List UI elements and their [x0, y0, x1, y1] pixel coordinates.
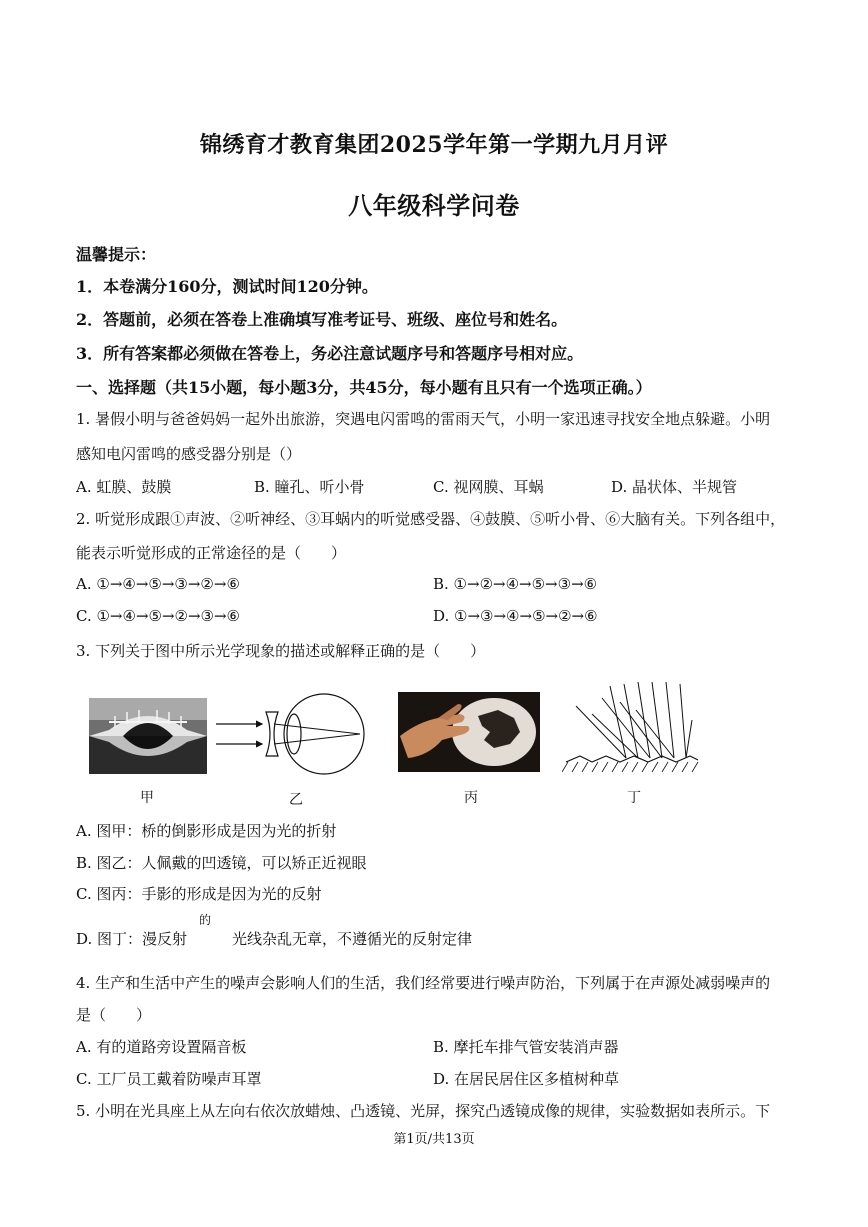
- q4-option-c: C. 工厂员工戴着防噪声耳罩: [76, 1070, 262, 1088]
- q1-option-d: D. 晶状体、半规管: [611, 478, 738, 496]
- q3-option-b: B. 图乙：人佩戴的凹透镜，可以矫正近视眼: [76, 854, 367, 872]
- stray-character: 的: [199, 913, 212, 927]
- q2-option-b: B. ①→②→④→⑤→③→⑥: [433, 575, 598, 593]
- figure-caption-bing: 丙: [464, 790, 478, 806]
- question-2-line1: 2. 听觉形成跟①声波、②听神经、③耳蜗内的听觉感受器、④鼓膜、⑤听小骨、⑥大脑有关。下列各组中，: [76, 510, 786, 528]
- q4-option-d: D. 在居民居住区多植树种草: [433, 1070, 620, 1088]
- exam-subtitle: 八年级科学问卷: [348, 191, 520, 220]
- hand-shadow-figure: [398, 692, 540, 772]
- question-4-line1: 4. 生产和生活中产生的噪声会影响人们的生活，我们经常要进行噪声防治，下列属于在声源处减弱噪声的: [76, 974, 771, 992]
- exam-title: 锦绣育才教育集团2025学年第一学期九月月评: [199, 132, 669, 158]
- page-footer: 第1页/共13页: [393, 1132, 475, 1147]
- figure-caption-ding: 丁: [627, 790, 641, 806]
- q4-option-a: A. 有的道路旁设置隔音板: [76, 1038, 247, 1056]
- q2-option-d: D. ①→③→④→⑤→②→⑥: [433, 607, 598, 625]
- note-item: 1．本卷满分160分，测试时间120分钟。: [76, 277, 378, 296]
- note-item: 3．所有答案都必须做在答卷上，务必注意试题序号和答题序号相对应。: [76, 344, 584, 363]
- figure-caption-yi: 乙: [289, 792, 303, 808]
- q1-option-b: B. 瞳孔、听小骨: [254, 478, 365, 496]
- section-heading: 一、选择题（共15小题，每小题3分，共45分，每小题有且只有一个选项正确。）: [76, 378, 652, 397]
- question-1-line1: 1. 暑假小明与爸爸妈妈一起外出旅游，突遇电闪雷鸣的雷雨天气，小明一家迅速寻找安全地点躲避。小明: [76, 410, 771, 428]
- diffuse-reflection-figure: [562, 680, 700, 776]
- question-4-line2: 是（ ）: [76, 1006, 152, 1024]
- q1-option-c: C. 视网膜、耳蜗: [433, 478, 544, 496]
- question-1-line2: 感知电闪雷鸣的感受器分别是（）: [76, 445, 302, 463]
- question-3-line1: 3. 下列关于图中所示光学现象的描述或解释正确的是（ ）: [76, 642, 486, 660]
- q4-option-b: B. 摩托车排气管安装消声器: [433, 1038, 619, 1056]
- q2-option-c: C. ①→④→⑤→②→③→⑥: [76, 607, 241, 625]
- question-2-line2: 能表示听觉形成的正常途径的是（ ）: [76, 544, 347, 562]
- q2-option-a: A. ①→④→⑤→③→②→⑥: [76, 575, 240, 593]
- q3-option-c: C. 图丙：手影的形成是因为光的反射: [76, 885, 322, 903]
- concave-lens-eye-figure: [212, 692, 370, 784]
- bridge-reflection-figure: [89, 698, 207, 774]
- notes-heading: 温馨提示：: [76, 245, 157, 264]
- figure-caption-jia: 甲: [140, 790, 154, 806]
- q3-option-d: D. 图丁：漫反射 光线杂乱无章，不遵循光的反射定律: [76, 930, 473, 948]
- q3-option-a: A. 图甲：桥的倒影形成是因为光的折射: [76, 822, 337, 840]
- question-5-line1: 5. 小明在光具座上从左向右依次放蜡烛、凸透镜、光屏，探究凸透镜成像的规律，实验数据如表所示。下: [76, 1102, 771, 1120]
- note-item: 2．答题前，必须在答卷上准确填写准考证号、班级、座位号和姓名。: [76, 310, 568, 329]
- q1-option-a: A. 虹膜、鼓膜: [76, 478, 172, 496]
